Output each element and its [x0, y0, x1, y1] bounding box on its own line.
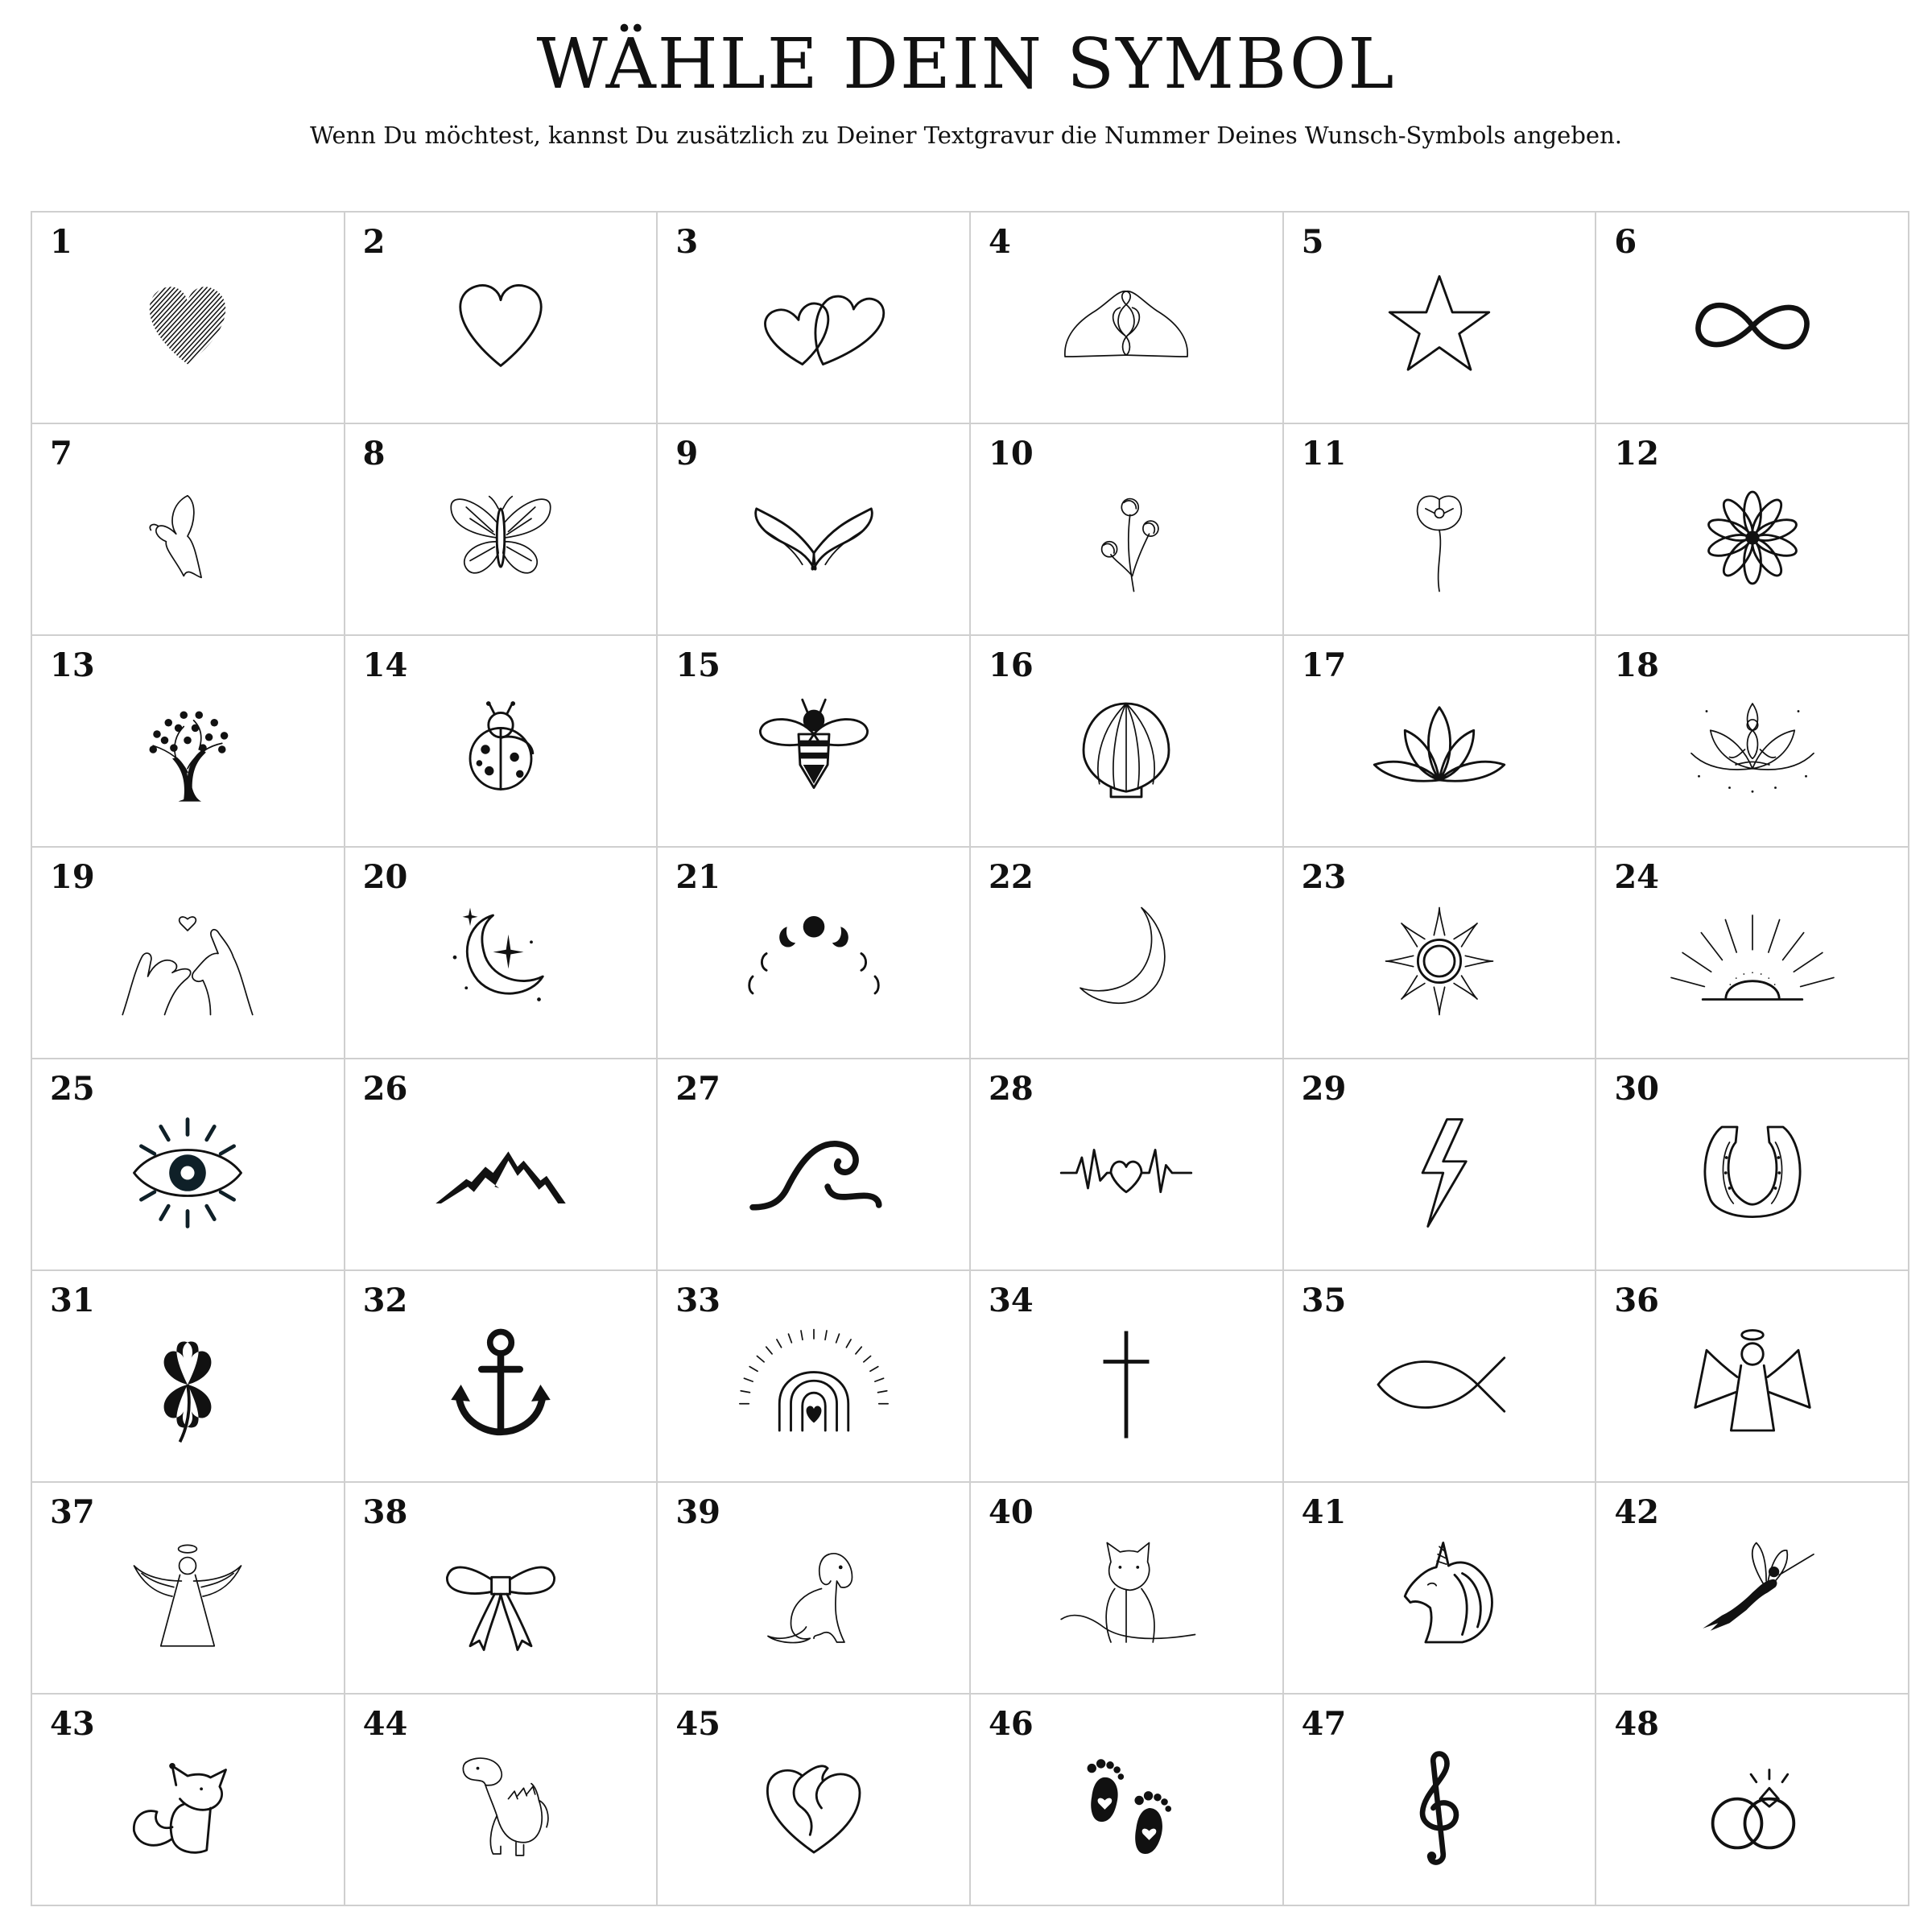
- symbol-cell[interactable]: [345, 636, 658, 848]
- fox-icon: [79, 1732, 296, 1885]
- symbol-cell[interactable]: [345, 1271, 658, 1483]
- baby-feet-icon: [1018, 1732, 1235, 1885]
- rainbow-heart-icon: [705, 1308, 923, 1461]
- eye-icon: [79, 1096, 296, 1249]
- symbol-cell[interactable]: [658, 1695, 971, 1906]
- symbol-number: 35: [1301, 1282, 1347, 1319]
- symbol-number: 40: [988, 1493, 1034, 1531]
- symbol-number: 37: [50, 1493, 95, 1531]
- symbol-number: 45: [675, 1705, 720, 1743]
- heartbeat-icon: [1018, 1096, 1235, 1249]
- hatched-heart-icon: [79, 250, 296, 402]
- seashell-icon: [1018, 673, 1235, 826]
- symbol-number: 22: [988, 858, 1034, 896]
- symbol-cell[interactable]: [1596, 1483, 1909, 1695]
- symbol-cell[interactable]: [971, 636, 1284, 848]
- symbol-cell[interactable]: [1284, 1695, 1597, 1906]
- dog-icon: [705, 1520, 923, 1673]
- symbol-cell[interactable]: [658, 1271, 971, 1483]
- symbol-cell[interactable]: [1596, 848, 1909, 1059]
- symbol-number: 3: [675, 223, 699, 261]
- symbol-number: 10: [988, 435, 1034, 473]
- symbol-cell[interactable]: [971, 1271, 1284, 1483]
- symbol-grid: [31, 211, 1909, 1906]
- symbol-number: 16: [988, 646, 1034, 684]
- wedding-rings-icon: [1644, 1732, 1861, 1885]
- four-leaf-clover-icon: [79, 1308, 296, 1461]
- symbol-number: 6: [1614, 223, 1637, 261]
- symbol-number: 29: [1301, 1070, 1347, 1108]
- symbol-cell[interactable]: [32, 636, 345, 848]
- crescent-moon-icon: [1018, 885, 1235, 1038]
- symbol-cell[interactable]: [971, 424, 1284, 636]
- page-title: WÄHLE DEIN SYMBOL: [536, 24, 1396, 105]
- symbol-number: 38: [362, 1493, 408, 1531]
- symbol-number: 21: [675, 858, 720, 896]
- symbol-cell[interactable]: [1596, 1695, 1909, 1906]
- symbol-cell[interactable]: [971, 1695, 1284, 1906]
- symbol-cell[interactable]: [32, 1695, 345, 1906]
- heart-horse-icon: [705, 1732, 923, 1885]
- symbol-number: 4: [988, 223, 1011, 261]
- symbol-number: 47: [1301, 1705, 1347, 1743]
- heart-hands-icon: [1018, 250, 1235, 402]
- symbol-number: 32: [362, 1282, 408, 1319]
- symbol-number: 13: [50, 646, 95, 684]
- mountains-icon: [392, 1096, 609, 1249]
- treble-clef-icon: [1331, 1732, 1548, 1885]
- symbol-cell[interactable]: [1284, 424, 1597, 636]
- lotus-icon: [1331, 673, 1548, 826]
- symbol-number: 23: [1301, 858, 1347, 896]
- symbol-cell[interactable]: [32, 1483, 345, 1695]
- symbol-number: 42: [1614, 1493, 1659, 1531]
- symbol-number: 12: [1614, 435, 1659, 473]
- unicorn-icon: [1331, 1520, 1548, 1673]
- symbol-number: 1: [50, 223, 72, 261]
- symbol-number: 14: [362, 646, 408, 684]
- symbol-number: 25: [50, 1070, 95, 1108]
- cat-icon: [1018, 1520, 1235, 1673]
- symbol-cell[interactable]: [1596, 1059, 1909, 1271]
- daisy-icon: [1644, 461, 1861, 614]
- symbol-cell[interactable]: [658, 636, 971, 848]
- symbol-cell[interactable]: [971, 848, 1284, 1059]
- symbol-cell[interactable]: [658, 1059, 971, 1271]
- ladybug-icon: [392, 673, 609, 826]
- symbol-cell[interactable]: [345, 1483, 658, 1695]
- bee-icon: [705, 673, 923, 826]
- butterfly-icon: [392, 461, 609, 614]
- symbol-cell[interactable]: [1596, 424, 1909, 636]
- symbol-number: 28: [988, 1070, 1034, 1108]
- cross-icon: [1018, 1308, 1235, 1461]
- symbol-cell[interactable]: [658, 1483, 971, 1695]
- symbol-cell[interactable]: [1596, 1271, 1909, 1483]
- symbol-cell[interactable]: [971, 1483, 1284, 1695]
- symbol-number: 5: [1301, 223, 1324, 261]
- symbol-cell[interactable]: [32, 424, 345, 636]
- symbol-cell[interactable]: [32, 1059, 345, 1271]
- page-subtitle: Wenn Du möchtest, kannst Du zusätzlich zu Deiner Textgravur die Nummer Deines Wunsch-Symbols angeben.: [310, 122, 1622, 149]
- symbol-number: 24: [1614, 858, 1659, 896]
- symbol-number: 19: [50, 858, 95, 896]
- symbol-cell[interactable]: [971, 213, 1284, 424]
- symbol-cell[interactable]: [1284, 213, 1597, 424]
- symbol-cell[interactable]: [1284, 1483, 1597, 1695]
- symbol-cell[interactable]: [345, 848, 658, 1059]
- symbol-number: 8: [362, 435, 386, 473]
- symbol-number: 9: [675, 435, 699, 473]
- symbol-cell[interactable]: [32, 213, 345, 424]
- infinity-icon: [1644, 250, 1861, 402]
- symbol-number: 48: [1614, 1705, 1659, 1743]
- symbol-cell[interactable]: [658, 424, 971, 636]
- poppy-icon: [1331, 461, 1548, 614]
- fish-icon: [1331, 1308, 1548, 1461]
- moon-phases-icon: [705, 885, 923, 1038]
- heart-outline-icon: [392, 250, 609, 402]
- symbol-cell[interactable]: [345, 213, 658, 424]
- symbol-cell[interactable]: [658, 213, 971, 424]
- pinky-promise-icon: [79, 885, 296, 1038]
- symbol-number: 46: [988, 1705, 1034, 1743]
- angel-wings-icon: [79, 1520, 296, 1673]
- lightning-icon: [1331, 1096, 1548, 1249]
- symbol-number: 44: [362, 1705, 408, 1743]
- meditating-lotus-icon: [1644, 673, 1861, 826]
- sun-icon: [1331, 885, 1548, 1038]
- symbol-cell[interactable]: [345, 1059, 658, 1271]
- symbol-number: 18: [1614, 646, 1659, 684]
- symbol-number: 2: [362, 223, 386, 261]
- symbol-number: 27: [675, 1070, 720, 1108]
- symbol-cell[interactable]: [1284, 1271, 1597, 1483]
- symbol-number: 31: [50, 1282, 95, 1319]
- symbol-cell[interactable]: [1284, 848, 1597, 1059]
- symbol-number: 11: [1301, 435, 1347, 473]
- symbol-number: 34: [988, 1282, 1034, 1319]
- symbol-number: 20: [362, 858, 408, 896]
- symbol-cell[interactable]: [1284, 1059, 1597, 1271]
- sunrise-icon: [1644, 885, 1861, 1038]
- symbol-number: 17: [1301, 646, 1347, 684]
- tree-of-life-icon: [79, 673, 296, 826]
- symbol-cell[interactable]: [971, 1059, 1284, 1271]
- symbol-number: 43: [50, 1705, 95, 1743]
- symbol-cell[interactable]: [1284, 636, 1597, 848]
- symbol-cell[interactable]: [1596, 636, 1909, 848]
- symbol-cell[interactable]: [345, 1695, 658, 1906]
- symbol-number: 15: [675, 646, 720, 684]
- symbol-cell[interactable]: [658, 848, 971, 1059]
- wave-icon: [705, 1096, 923, 1249]
- moon-stars-icon: [392, 885, 609, 1038]
- flower-bouquet-icon: [1018, 461, 1235, 614]
- horseshoe-icon: [1644, 1096, 1861, 1249]
- symbol-cell[interactable]: [345, 424, 658, 636]
- symbol-number: 30: [1614, 1070, 1659, 1108]
- symbol-number: 7: [50, 435, 72, 473]
- symbol-cell[interactable]: [32, 1271, 345, 1483]
- symbol-cell[interactable]: [1596, 213, 1909, 424]
- symbol-number: 26: [362, 1070, 408, 1108]
- angel-icon: [1644, 1308, 1861, 1461]
- symbol-number: 33: [675, 1282, 720, 1319]
- wings-icon: [705, 461, 923, 614]
- bow-icon: [392, 1520, 609, 1673]
- anchor-icon: [392, 1308, 609, 1461]
- dinosaur-icon: [392, 1732, 609, 1885]
- two-hearts-icon: [705, 250, 923, 402]
- symbol-number: 36: [1614, 1282, 1659, 1319]
- butterfly-line-icon: [79, 461, 296, 614]
- star-icon: [1331, 250, 1548, 402]
- symbol-number: 41: [1301, 1493, 1347, 1531]
- symbol-cell[interactable]: [32, 848, 345, 1059]
- fairy-icon: [1644, 1520, 1861, 1673]
- symbol-number: 39: [675, 1493, 720, 1531]
